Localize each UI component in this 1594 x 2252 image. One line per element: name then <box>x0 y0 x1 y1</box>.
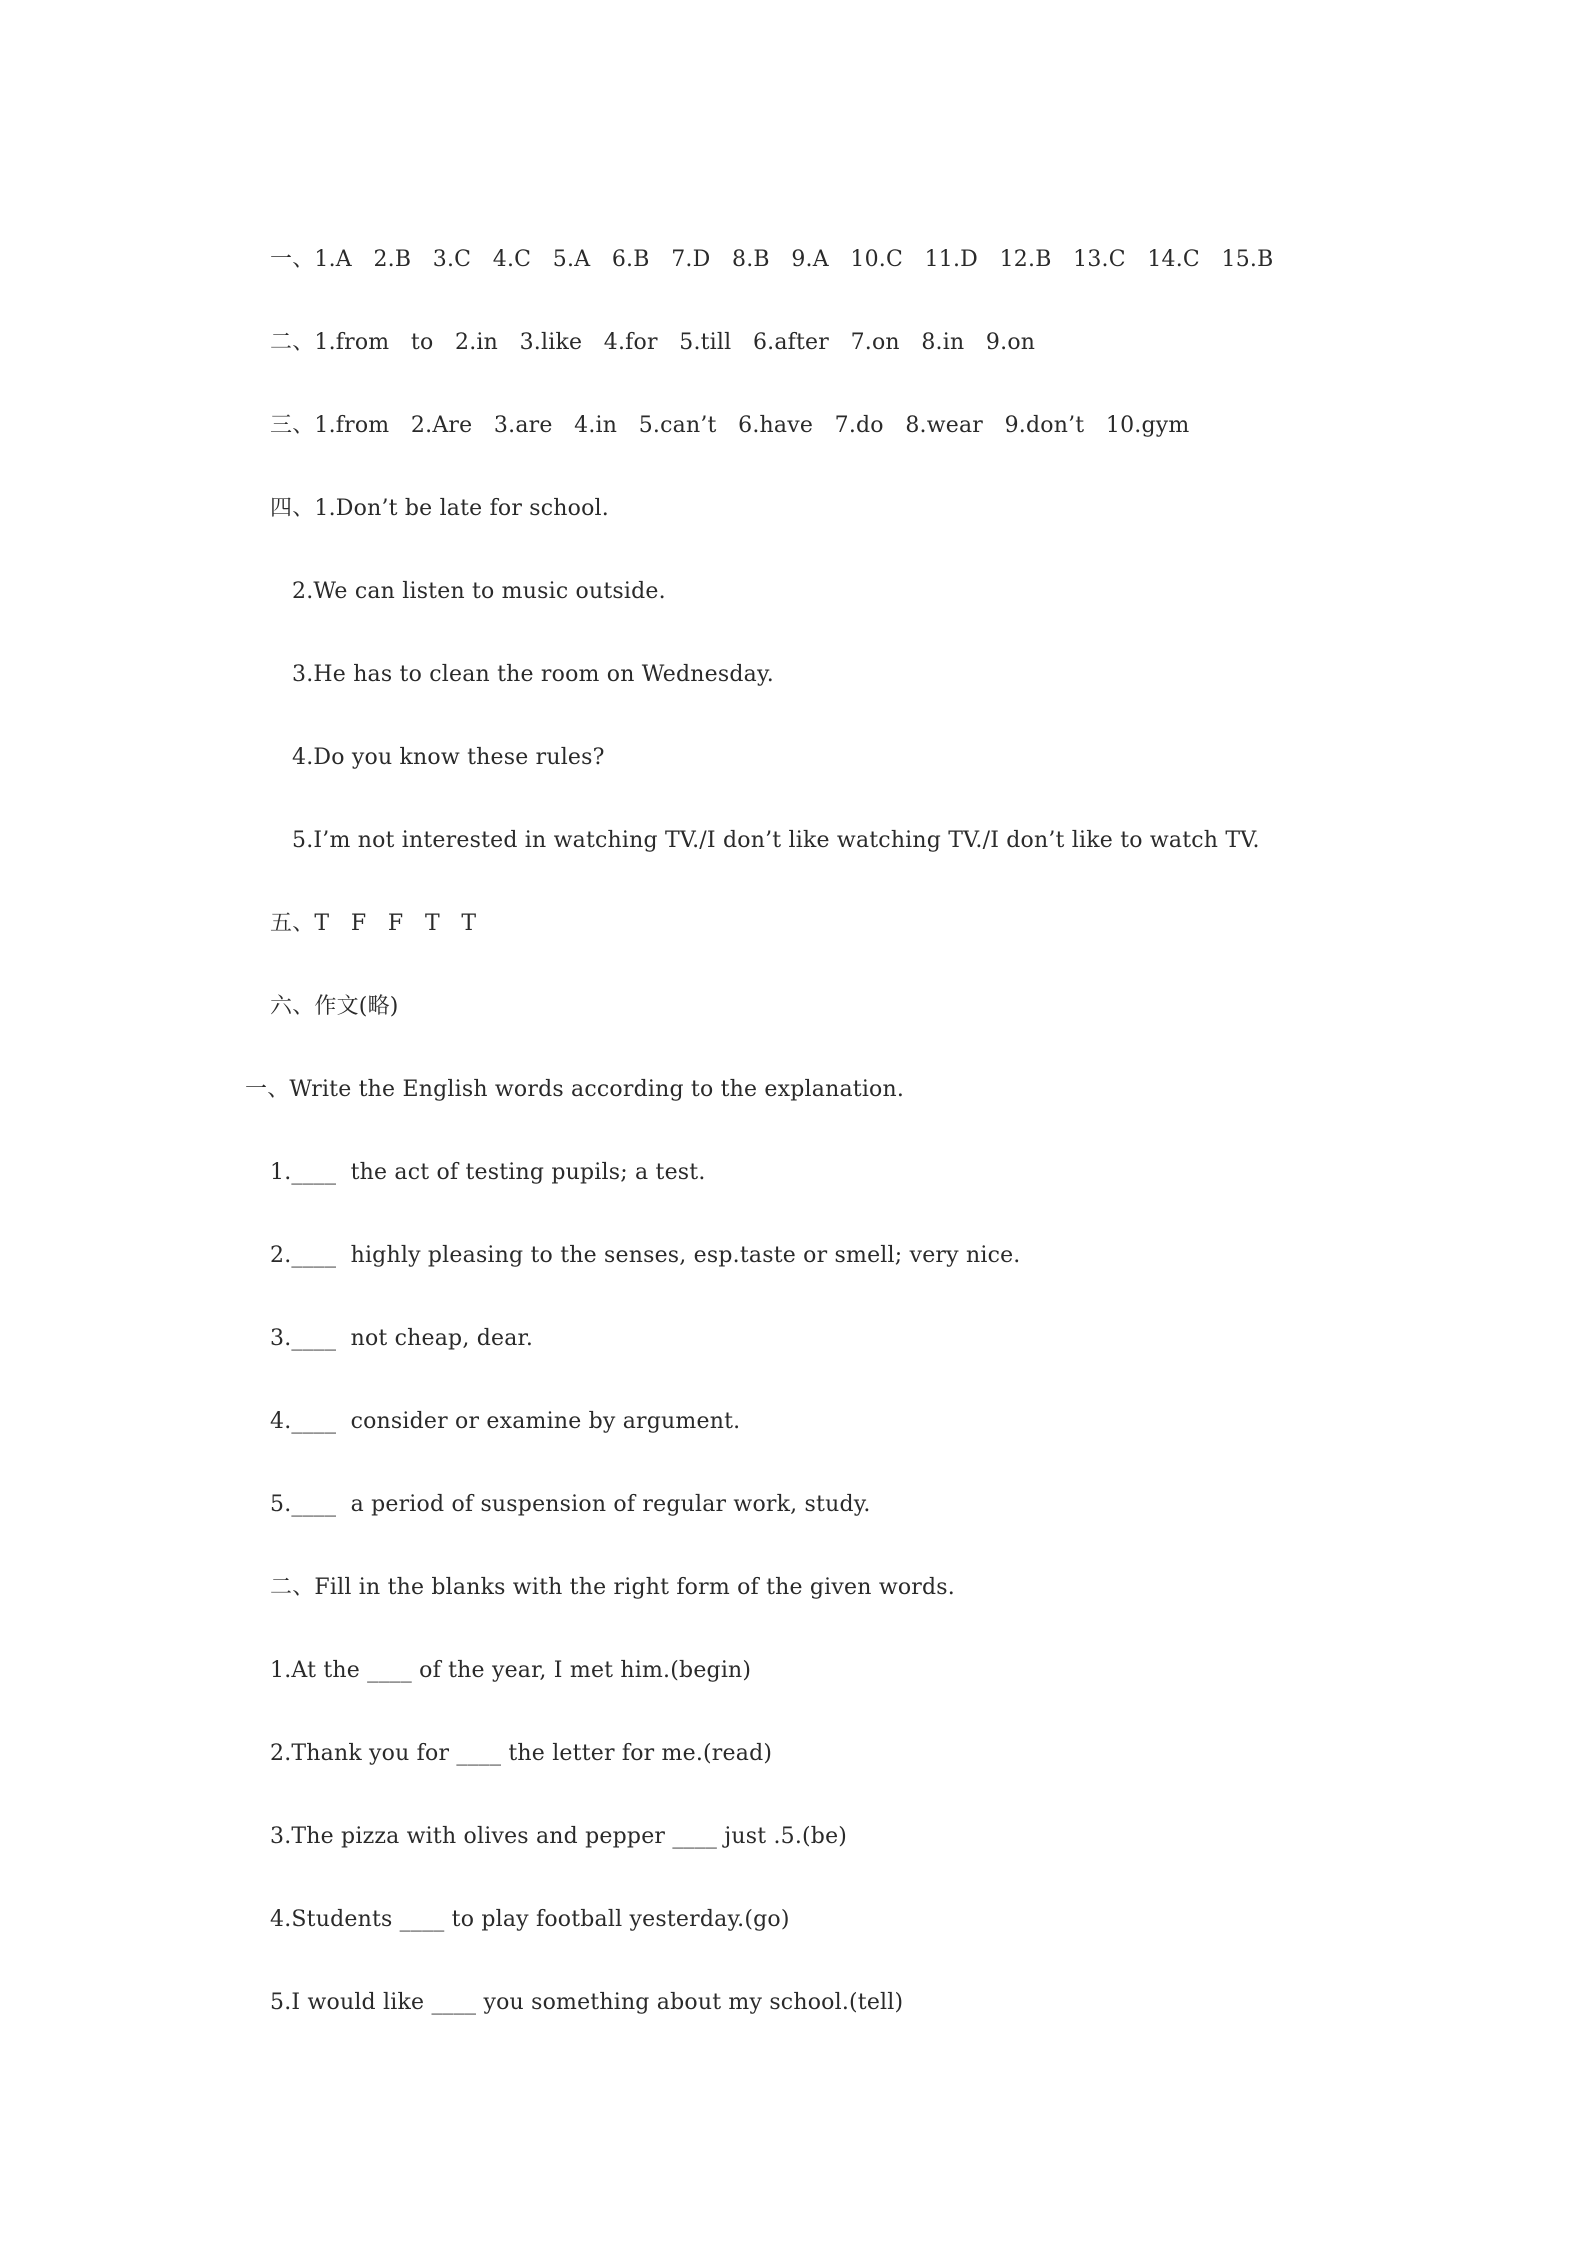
answer-section-4-item: 4.Do you know these rules? <box>292 745 605 770</box>
exercise-1-item: 3.____ not cheap, dear. <box>270 1326 534 1351</box>
answer-section-4-item: 5.I’m not interested in watching TV./I don’t like watching TV./I don’t like to watch TV. <box>292 828 1260 853</box>
exercise-1-item: 1.____ the act of testing pupils; a test. <box>270 1160 706 1185</box>
exercise-1-item: 5.____ a period of suspension of regular work, study. <box>270 1492 871 1517</box>
exercise-2-heading: 二、Fill in the blanks with the right form of the given words. <box>270 1575 955 1600</box>
answer-section-2: 二、1.from to 2.in 3.like 4.for 5.till 6.after 7.on 8.in 9.on <box>270 330 1036 355</box>
answer-section-4-item: 2.We can listen to music outside. <box>292 579 666 604</box>
exercise-1-item: 4.____ consider or examine by argument. <box>270 1409 741 1434</box>
exercise-2-item: 5.I would like ____ you something about my school.(tell) <box>270 1990 904 2015</box>
answer-section-5: 五、T F F T T <box>270 911 477 936</box>
answer-section-4-heading: 四、1.Don’t be late for school. <box>270 496 609 521</box>
exercise-2-item: 4.Students ____ to play football yesterday.(go) <box>270 1907 790 1932</box>
answer-section-3: 三、1.from 2.Are 3.are 4.in 5.can’t 6.have 7.do 8.wear 9.don’t 10.gym <box>270 413 1190 438</box>
exercise-2-item: 2.Thank you for ____ the letter for me.(read) <box>270 1741 773 1766</box>
answer-section-1: 一、1.A 2.B 3.C 4.C 5.A 6.B 7.D 8.B 9.A 10.C 11.D 12.B 13.C 14.C 15.B <box>270 247 1274 272</box>
exercise-2-item: 1.At the ____ of the year, I met him.(begin) <box>270 1658 752 1683</box>
exercise-1-heading: 一、Write the English words according to the explanation. <box>245 1077 905 1102</box>
answer-section-6: 六、作文(略) <box>270 994 399 1019</box>
exercise-2-item: 3.The pizza with olives and pepper ____ just .5.(be) <box>270 1824 848 1849</box>
exercise-1-item: 2.____ highly pleasing to the senses, esp.taste or smell; very nice. <box>270 1243 1021 1268</box>
answer-section-4-item: 3.He has to clean the room on Wednesday. <box>292 662 774 687</box>
